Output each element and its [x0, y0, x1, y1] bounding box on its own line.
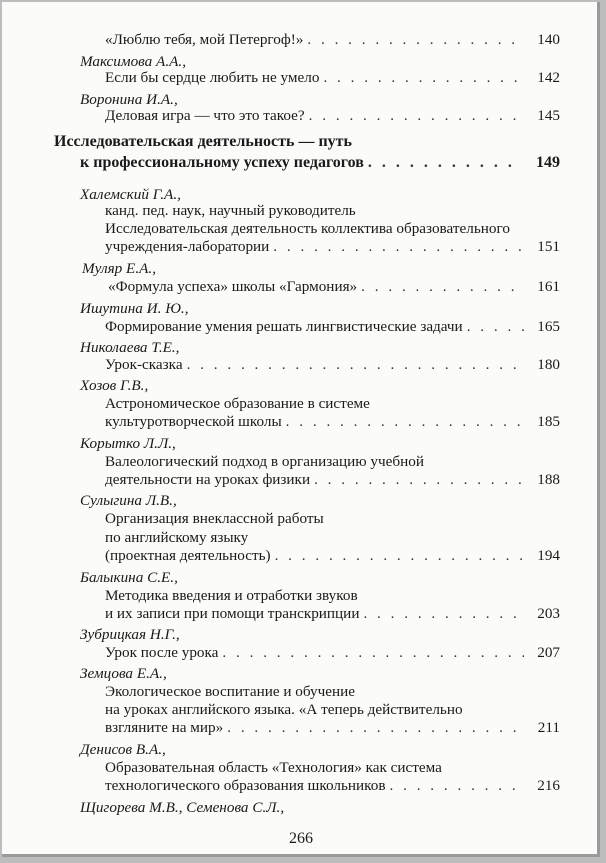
dot-leader [467, 317, 524, 336]
title-text: к профессиональному успеху педагогов [80, 154, 364, 171]
title-text: и их записи при помощи транскрипции [105, 605, 360, 622]
author-name: Халемский Г.А., [80, 186, 181, 203]
toc-entry [2, 30, 600, 49]
page-ref: 194 [537, 547, 560, 564]
dot-leader [323, 68, 524, 87]
page-ref: 145 [537, 107, 560, 124]
dot-leader [368, 153, 520, 172]
dot-leader [227, 718, 524, 737]
toc-entry [2, 643, 600, 662]
section-heading [2, 132, 600, 151]
dot-leader [309, 106, 524, 125]
title-text: Образовательная область «Технология» как система [105, 759, 442, 776]
toc-author [2, 568, 600, 587]
dot-leader [275, 546, 524, 565]
title-text: Методика введения и отработки звуков [105, 587, 358, 604]
title-text: Урок после урока [105, 644, 219, 661]
toc-entry [2, 68, 600, 87]
author-name: Николаева Т.Е., [80, 339, 180, 356]
title-text: Экологическое воспитание и обучение [105, 683, 356, 700]
toc-author [2, 434, 600, 453]
page-ref: 161 [537, 278, 560, 295]
author-name: Хозов Г.В., [80, 377, 149, 394]
author-name: Денисов В.А., [80, 741, 166, 758]
author-name: Максимова А.А., [80, 53, 187, 70]
dot-leader [314, 470, 524, 489]
toc-author [2, 299, 600, 318]
title-text: технологического образования школьников [105, 777, 386, 794]
toc-entry [2, 604, 600, 623]
toc-author [2, 740, 600, 759]
toc-entry [2, 277, 600, 296]
page-number: 266 [289, 830, 313, 847]
toc-title-line [2, 201, 600, 220]
title-text: канд. пед. наук, научный руководитель [105, 202, 356, 219]
toc-title-line [2, 509, 600, 528]
page-ref: 207 [537, 644, 560, 661]
title-text: по английскому языку [105, 529, 249, 546]
toc-author [2, 259, 600, 278]
title-text: «Люблю тебя, мой Петергоф!» [105, 31, 304, 48]
toc-title-line [2, 682, 600, 701]
page-ref: 140 [537, 31, 560, 48]
book-page [2, 2, 600, 857]
dot-leader [361, 277, 524, 296]
toc-title-line [2, 219, 600, 238]
toc-entry [2, 317, 600, 336]
toc-author [2, 625, 600, 644]
title-text: (проектная деятельность) [105, 547, 271, 564]
toc-title-line [2, 394, 600, 413]
toc-entry [2, 106, 600, 125]
page-ref: 165 [537, 318, 560, 335]
toc-entry [2, 237, 600, 256]
title-text: Астрономическое образование в системе [105, 395, 370, 412]
toc-author [2, 798, 600, 817]
dot-leader [187, 355, 524, 374]
toc-title-line [2, 586, 600, 605]
section-heading-entry [2, 153, 600, 172]
toc-author [2, 491, 600, 510]
title-text: Деловая игра — что это такое? [105, 107, 305, 124]
title-text: Урок-сказка [105, 356, 183, 373]
toc-title-line [2, 700, 600, 719]
dot-leader [222, 643, 524, 662]
title-text: взгляните на мир» [105, 719, 224, 736]
title-text: деятельности на уроках физики [105, 471, 311, 488]
page-ref: 185 [537, 413, 560, 430]
author-name: Воронина И.А., [80, 91, 178, 108]
title-text: Формирование умения решать лингвистические задачи [105, 318, 463, 335]
title-text: Исследовательская деятельность коллектива образовательного [105, 220, 510, 237]
author-name: Земцова Е.А., [80, 665, 167, 682]
author-name: Ишутина И. Ю., [80, 300, 189, 317]
title-text: Валеологический подход в организацию учебной [105, 453, 424, 470]
toc-entry [2, 470, 600, 489]
author-name: Зубрицкая Н.Г., [80, 626, 180, 643]
toc-title-line [2, 758, 600, 777]
dot-leader [286, 412, 524, 431]
toc-title-line [2, 452, 600, 471]
page-ref: 149 [536, 154, 560, 171]
toc-entry [2, 776, 600, 795]
title-text: Организация внеклассной работы [105, 510, 324, 527]
title-text: учреждения-лаборатории [105, 238, 270, 255]
author-name: Щигорева М.В., Семенова С.Л., [80, 799, 285, 816]
page-ref: 188 [537, 471, 560, 488]
page-ref: 151 [537, 238, 560, 255]
author-name: Балыкина С.Е., [80, 569, 178, 586]
author-name: Корытко Л.Л., [80, 435, 176, 452]
title-text: на уроках английского языка. «А теперь действительно [105, 701, 463, 718]
toc-entry [2, 412, 600, 431]
author-name: Сулыгина Л.В., [80, 492, 177, 509]
page-ref: 180 [537, 356, 560, 373]
toc-title-line [2, 528, 600, 547]
dot-leader [307, 30, 524, 49]
title-text: Исследовательская деятельность — путь [54, 133, 352, 150]
title-text: Если бы сердце любить не умело [105, 69, 320, 86]
toc-entry [2, 546, 600, 565]
dot-leader [273, 237, 524, 256]
title-text: культуротворческой школы [105, 413, 282, 430]
page-ref: 142 [537, 69, 560, 86]
toc-entry [2, 718, 600, 737]
page-ref: 216 [537, 777, 560, 794]
toc-entry [2, 355, 600, 374]
dot-leader [390, 776, 525, 795]
toc-author [2, 376, 600, 395]
toc-author [2, 664, 600, 683]
author-name: Муляр Е.А., [82, 260, 157, 277]
dot-leader [363, 604, 524, 623]
page-ref: 211 [537, 719, 560, 736]
page-ref: 203 [537, 605, 560, 622]
title-text: «Формула успеха» школы «Гармония» [108, 278, 358, 295]
